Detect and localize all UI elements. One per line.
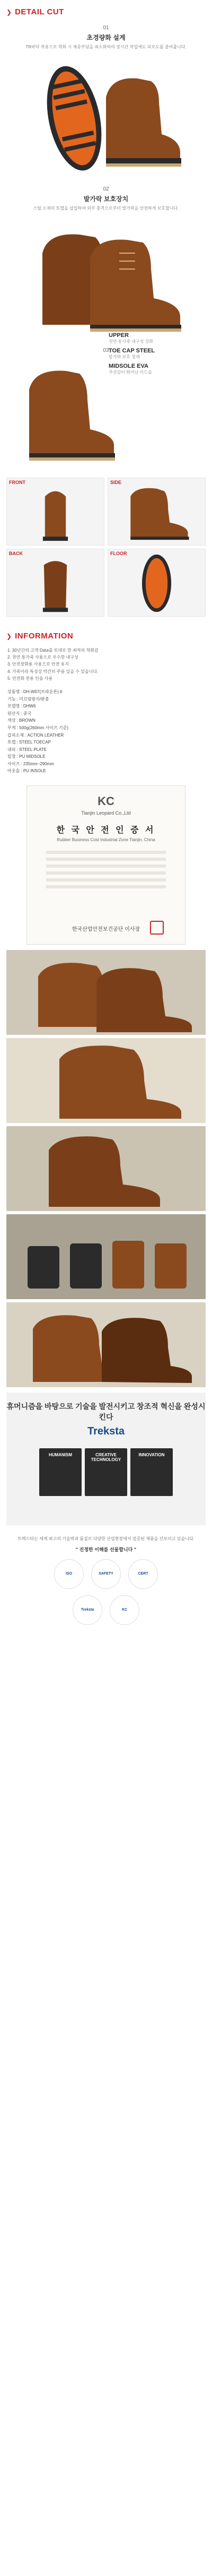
feature-name: 초경량화 설계 (86, 34, 126, 41)
brand-headline: 휴머니즘을 바탕으로 기술을 발전시키고 창조적 혁신을 완성시킨다 (6, 1402, 206, 1422)
certificate-org: Tianjin Leopard Co.,Ltd (81, 810, 131, 816)
cert-badge: CERT (128, 1559, 158, 1589)
brand-pillars (6, 1448, 206, 1496)
boot-side-image (108, 478, 205, 545)
boot-back-image (7, 549, 104, 616)
view-label: BACK (9, 551, 23, 556)
kc-logo: KC (98, 794, 114, 808)
certificate-body (36, 851, 176, 888)
spec-row: 기능 : 미끄럼방지/완충 (7, 696, 49, 702)
view-grid (0, 473, 212, 621)
treksta-logo: Treksta (87, 1425, 125, 1438)
feature-number: 02 (103, 186, 109, 192)
information-header (0, 624, 212, 644)
feature-number: 03 (103, 348, 109, 353)
info-note: 1. 30년간의 고객 Data를 토대로 한 최적의 착화감 (7, 648, 99, 653)
spec-row: 원산지 : 중국 (7, 711, 32, 716)
detail-cut-title: DETAIL CUT (15, 7, 64, 16)
seal-stamp (150, 921, 164, 935)
feature-01 (0, 20, 212, 50)
label-toe-cap: TOE CAP STEEL (109, 348, 155, 354)
boot-floor-image (108, 549, 205, 616)
label-midsole: MIDSOLE EVA (109, 363, 148, 369)
info-notes (0, 644, 212, 685)
safety-certificate (26, 785, 186, 945)
badge-row (6, 1559, 206, 1589)
outsole-image (26, 55, 186, 177)
badge-row (6, 1595, 206, 1625)
gallery-photo (6, 950, 206, 1035)
gallery-photo (6, 1038, 206, 1123)
boot-pair-image (21, 216, 191, 338)
spec-row: 무게 : 500g(260mm 사이즈 기준) (7, 725, 69, 730)
spec-list (0, 685, 212, 780)
boot-closeup-image (6, 1038, 206, 1123)
pair-photo (21, 216, 191, 338)
cert-badge: ISO (54, 1559, 84, 1589)
outsole-photo (26, 55, 186, 177)
detail-cut-header (0, 0, 212, 20)
boot-angle-image (6, 1126, 206, 1211)
information-title: INFORMATION (15, 632, 74, 641)
spec-row: 갑피소재 : ACTION LEATHER (7, 732, 64, 738)
info-note: 4. 가죽이라 특성상 약간의 주름 있을 수 있습니다. (7, 669, 99, 674)
brand-quote: " 진정한 이해를 선물합니다 " (75, 1546, 137, 1552)
label-upper: UPPER (109, 332, 129, 339)
certificate-address: Rubber Business Cost Industrial Zone Tianjin, China (57, 837, 155, 843)
cert-badge: SAFETY (91, 1559, 121, 1589)
chevron-right-icon: ❯ (6, 8, 12, 16)
spec-row: 상품명 : DH-W07(브라운톤) 6 (7, 689, 63, 694)
treksta-brand-panel (6, 1393, 206, 1525)
view-label: SIDE (110, 480, 122, 485)
info-note: 5. 안전화 전용 인솔 사용 (7, 676, 53, 681)
pillar-innovation: INNOVATION (130, 1448, 173, 1496)
boot-front-image (7, 478, 104, 545)
spec-row: 사이즈 : 235mm~290mm (7, 761, 54, 766)
spec-row: 밑창 : PU MIDSOLE (7, 754, 46, 759)
gallery-photo (6, 1214, 206, 1299)
spec-row: 내피 : STEEL PLATE (7, 747, 47, 752)
view-label: FRONT (9, 480, 25, 485)
feature-02 (0, 181, 212, 212)
feature-number: 01 (103, 25, 109, 31)
certificate-issuer: 한국산업안전보건공단 이사장 (72, 927, 140, 933)
view-front (6, 478, 104, 546)
construction-labels (109, 329, 204, 375)
spec-row: 아웃솔 : PU INSOLE (7, 768, 46, 774)
view-floor (108, 549, 206, 617)
gallery-photo (6, 1126, 206, 1211)
view-label: FLOOR (110, 551, 127, 556)
spec-row: 색상 : BROWN (7, 718, 36, 723)
chevron-right-icon: ❯ (6, 632, 12, 640)
certificate-title: 한 국 안 전 인 증 서 (56, 826, 156, 835)
pillar-humanism: HUMANISM (39, 1448, 82, 1496)
cert-badge: Treksta (73, 1595, 102, 1625)
brand-text: 트렉스타는 세계 최고의 기술력과 품질로 다양한 산업현장에서 검증된 제품을 선보이고 있습니다. (17, 1536, 195, 1542)
pillar-creative: CREATIVE TECHNOLOGY (85, 1448, 127, 1496)
boot-pair-image (6, 1302, 206, 1387)
boot-pair-image (6, 950, 206, 1035)
info-note: 2. 천연 통가죽 사용으로 우수한 내구성 (7, 655, 78, 660)
gallery-photo (6, 1302, 206, 1387)
boot-lineup-image (6, 1214, 206, 1299)
label-midsole-desc: 쿠션감이 뛰어난 미드솔 (109, 370, 152, 375)
cert-badge: KC (110, 1595, 139, 1625)
view-back (6, 549, 104, 617)
label-toe-cap-desc: 발가락 보호 철재 (109, 355, 140, 359)
view-side (108, 478, 206, 546)
feature-desc: TR바닥 적용으로 착화 시 체중부담을 최소화하여 장시간 작업에도 피로도를 줄여줍니다. (25, 45, 187, 49)
info-note: 3. 안전장화용 사용으로 안전 유지 (7, 662, 69, 667)
spec-row: 모델명 : DHW6 (7, 704, 36, 709)
feature-name: 발가락 보호장치 (83, 195, 129, 203)
spec-row: 토캡 : STEEL TOECAP (7, 740, 51, 745)
label-upper-desc: 천연 통가죽 내구성 강화 (109, 339, 153, 344)
photo-gallery (0, 950, 212, 1387)
feature-desc: 스틸 소재의 토캡을 삽입하여 외부 충격으로부터 발가락을 안전하게 보호합니다. (33, 206, 179, 211)
brand-certifications (0, 1531, 212, 1638)
